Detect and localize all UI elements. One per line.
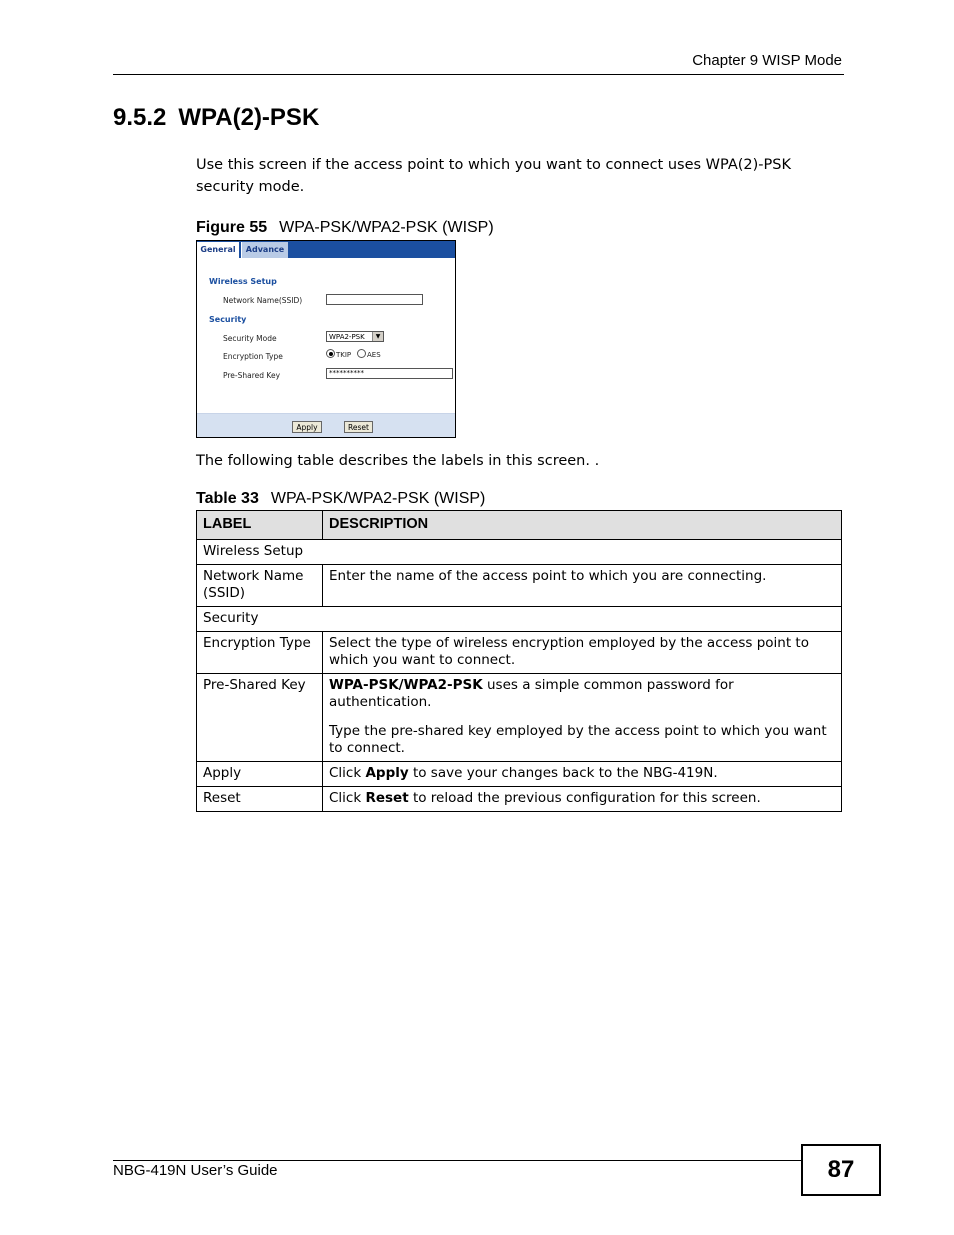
label-cell: Network Name (SSID) <box>197 565 323 607</box>
guide-title: NBG-419N User’s Guide <box>113 1162 278 1179</box>
description-keyword: WPA-PSK/WPA2-PSK <box>329 677 483 693</box>
description-cell <box>323 762 842 787</box>
table-row <box>197 762 842 787</box>
aes-label: AES <box>367 351 381 359</box>
description-text: to save your changes back to the NBG-419N. <box>408 765 718 781</box>
description-cell: Enter the name of the access point to which you are connecting. <box>323 565 842 607</box>
description-text: to reload the previous configuration for this screen. <box>408 790 761 806</box>
tab-advance[interactable]: Advance <box>241 242 288 258</box>
security-mode-value: WPA2-PSK <box>329 333 365 341</box>
description-paragraph: Type the pre-shared key employed by the access point to which you want to connect. <box>329 723 827 756</box>
description-paragraph <box>329 677 835 711</box>
chapter-title: Chapter 9 WISP Mode <box>692 52 842 69</box>
table-caption <box>196 490 485 508</box>
section-number: 9.5.2 <box>113 104 167 131</box>
table-label: Table 33 <box>196 490 259 507</box>
section-row-cell: Wireless Setup <box>197 540 842 565</box>
description-cell <box>323 674 842 762</box>
tab-bar <box>197 241 455 258</box>
description-prefix: Click <box>329 765 366 781</box>
table-header-row <box>197 511 842 540</box>
description-prefix: Click <box>329 790 366 806</box>
page-number: 87 <box>801 1144 881 1196</box>
table-row <box>197 565 842 607</box>
tkip-label: TKIP <box>336 351 352 359</box>
label-cell: Apply <box>197 762 323 787</box>
intro-paragraph: Use this screen if the access point to which you want to connect uses WPA(2)-PSK security mode. <box>196 157 791 195</box>
label-cell: Reset <box>197 787 323 812</box>
network-name-input[interactable] <box>326 294 423 305</box>
section-row-cell: Security <box>197 607 842 632</box>
header-rule <box>113 74 844 75</box>
table-row <box>197 787 842 812</box>
apply-button[interactable]: Apply <box>292 421 322 433</box>
table-row <box>197 674 842 762</box>
table-caption-text: WPA-PSK/WPA2-PSK (WISP) <box>270 490 486 507</box>
description-cell: Select the type of wireless encryption employed by the access point to which you want to connect. <box>323 632 842 674</box>
table-row <box>197 632 842 674</box>
button-bar <box>197 414 455 437</box>
description-keyword: Reset <box>365 790 409 806</box>
label-description-table <box>196 510 842 812</box>
table-intro: The following table describes the labels in this screen. . <box>196 453 600 469</box>
description-cell <box>323 787 842 812</box>
description-keyword: Apply <box>365 765 409 781</box>
encryption-type-label: Encryption Type <box>223 352 283 361</box>
psk-label: Pre-Shared Key <box>223 371 281 380</box>
wireless-setup-heading: Wireless Setup <box>209 277 277 286</box>
section-name: WPA(2)-PSK <box>178 104 320 131</box>
chevron-down-icon[interactable]: ▼ <box>372 332 383 341</box>
psk-input[interactable]: ********** <box>326 368 453 379</box>
tkip-radio[interactable] <box>326 349 335 358</box>
section-title <box>113 104 319 132</box>
wisp-config-screenshot <box>196 240 456 438</box>
figure-caption-text: WPA-PSK/WPA2-PSK (WISP) <box>279 219 494 236</box>
tab-general[interactable]: General <box>197 242 239 258</box>
network-name-label: Network Name(SSID) <box>223 296 303 305</box>
footer-rule <box>113 1160 801 1161</box>
security-mode-select[interactable] <box>326 331 384 342</box>
table-row <box>197 540 842 565</box>
description-text: uses a simple common password for authentication. <box>329 677 734 710</box>
table-row <box>197 607 842 632</box>
figure-caption <box>196 219 494 237</box>
description-column-header: DESCRIPTION <box>323 511 842 540</box>
reset-button[interactable]: Reset <box>344 421 373 433</box>
label-column-header: LABEL <box>197 511 323 540</box>
security-heading: Security <box>209 315 247 324</box>
aes-radio[interactable] <box>357 349 366 358</box>
figure-label: Figure 55 <box>196 219 268 236</box>
security-mode-label: Security Mode <box>223 334 277 343</box>
label-cell: Pre-Shared Key <box>197 674 323 762</box>
label-cell: Encryption Type <box>197 632 323 674</box>
